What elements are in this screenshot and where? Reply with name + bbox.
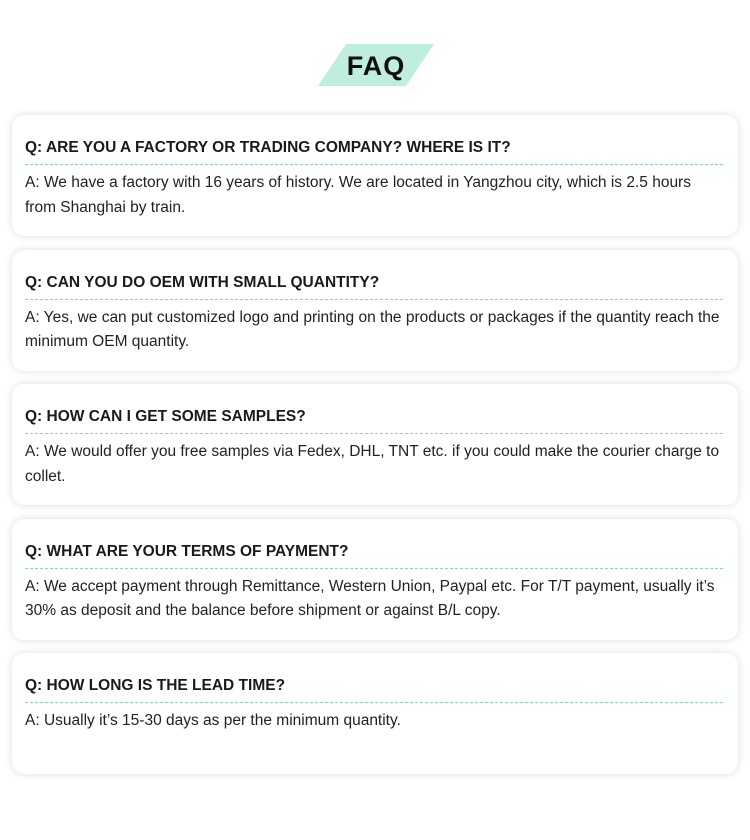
faq-heading <box>316 44 436 86</box>
faq-answer: A: Yes, we can put customized logo and printing on the products or packages if the quantity reach the minimum OEM quantity. <box>25 308 720 350</box>
faq-answer: A: We would offer you free samples via Fedex, DHL, TNT etc. if you could make the courier charge to collet. <box>25 443 720 485</box>
faq-question: Q: HOW LONG IS THE LEAD TIME? <box>25 677 286 694</box>
faq-card-payment <box>12 519 738 640</box>
faq-question: Q: CAN YOU DO OEM WITH SMALL QUANTITY? <box>25 273 380 291</box>
page-title: FAQ <box>346 51 406 81</box>
faq-question: Q: HOW CAN I GET SOME SAMPLES? <box>25 408 306 425</box>
dashed-divider <box>25 568 723 569</box>
faq-answer: A: We have a factory with 16 years of history. We are located in Yangzhou city, which is 2.5 hours from Shanghai by train. <box>25 174 691 216</box>
faq-question: Q: ARE YOU A FACTORY OR TRADING COMPANY? WHERE IS IT? <box>25 139 511 156</box>
dashed-divider <box>25 433 723 434</box>
dashed-divider <box>25 702 723 703</box>
faq-list <box>12 115 738 788</box>
dashed-divider <box>25 299 723 300</box>
faq-answer: A: We accept payment through Remittance, Western Union, Paypal etc. For T/T payment, usually it’s 30% as deposit and the balance before shipment or against B/L copy. <box>25 577 715 619</box>
faq-question: Q: WHAT ARE YOUR TERMS OF PAYMENT? <box>25 542 349 560</box>
faq-card-lead-time <box>12 653 738 774</box>
dashed-divider <box>25 164 723 165</box>
faq-card-factory <box>12 115 738 236</box>
faq-card-oem <box>12 250 738 371</box>
faq-answer: A: Usually it’s 15-30 days as per the minimum quantity. <box>25 712 401 729</box>
faq-card-samples <box>12 384 738 505</box>
